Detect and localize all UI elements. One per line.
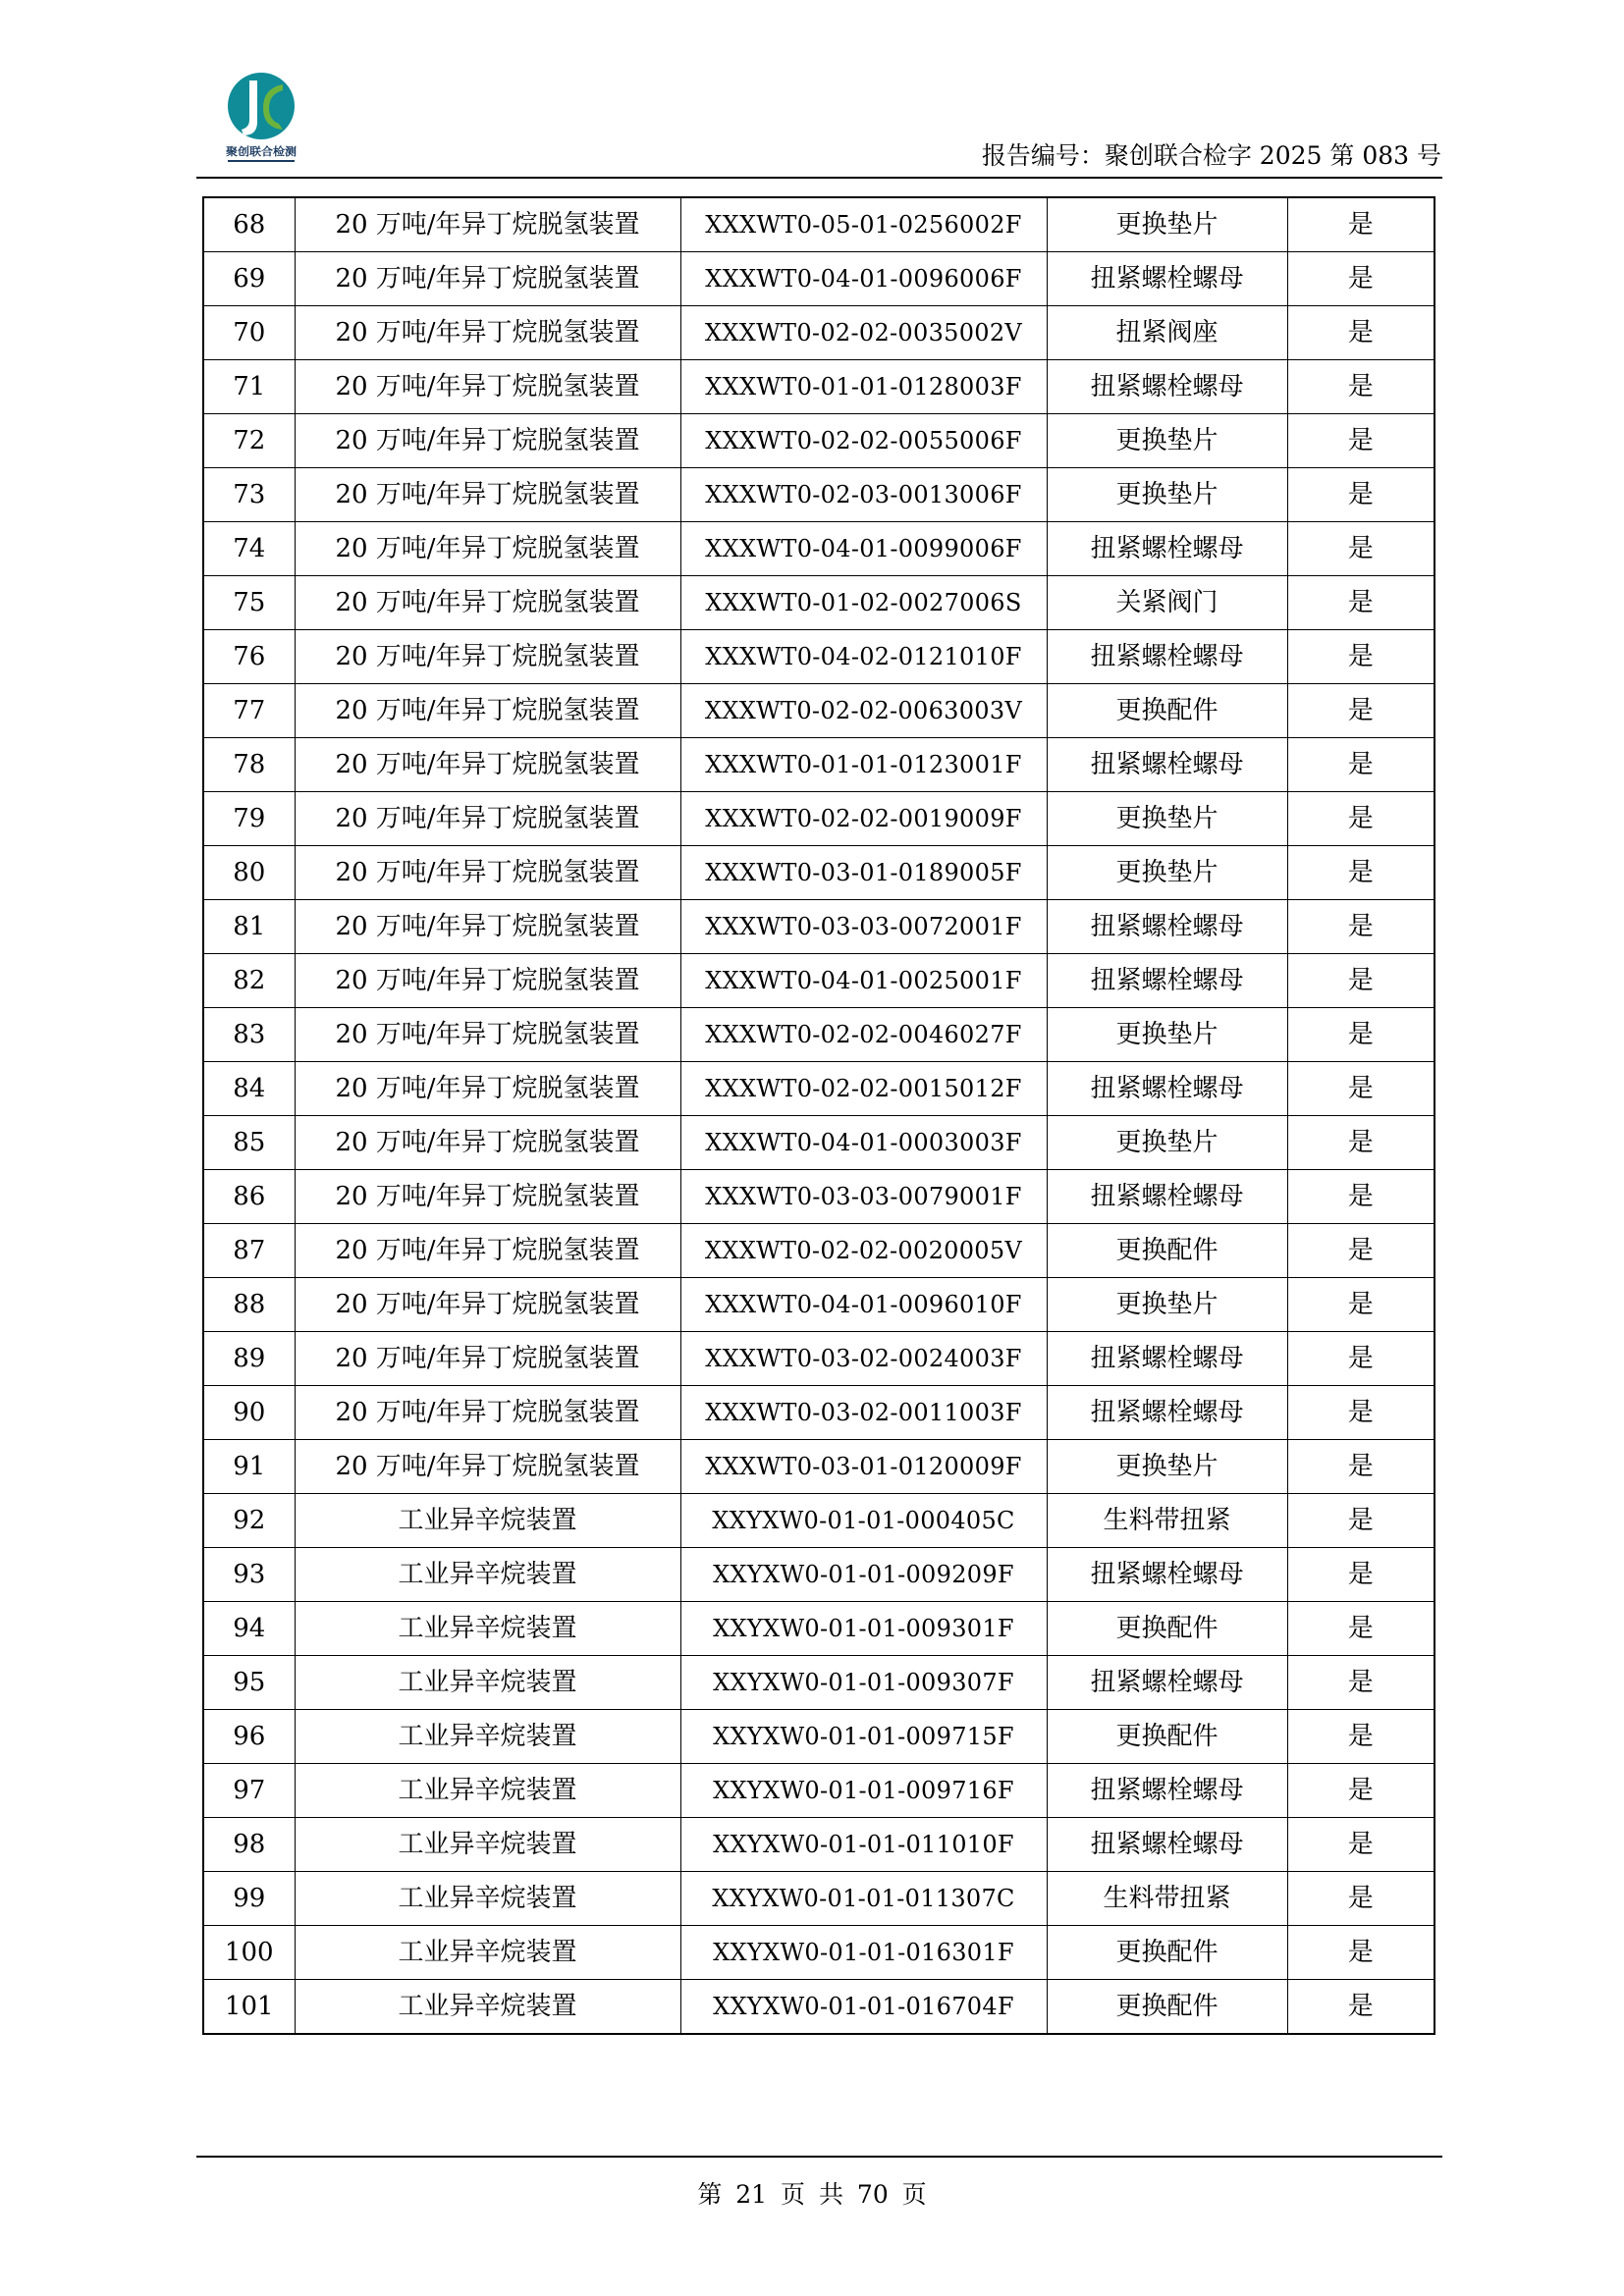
- cell-code: XXXWT0-02-02-0055006F: [680, 414, 1047, 468]
- cell-no: 101: [203, 1980, 295, 2035]
- cell-no: 72: [203, 414, 295, 468]
- cell-unit: 20 万吨/年异丁烷脱氢装置: [295, 1440, 680, 1494]
- cell-no: 83: [203, 1008, 295, 1062]
- cell-action: 更换配件: [1047, 684, 1287, 738]
- cell-done: 是: [1287, 576, 1435, 630]
- cell-done: 是: [1287, 1278, 1435, 1332]
- cell-unit: 20 万吨/年异丁烷脱氢装置: [295, 1386, 680, 1440]
- cell-unit: 20 万吨/年异丁烷脱氢装置: [295, 360, 680, 414]
- cell-done: 是: [1287, 1548, 1435, 1602]
- cell-unit: 工业异辛烷装置: [295, 1602, 680, 1656]
- table-row: [203, 792, 1435, 846]
- cell-code: XXXWT0-02-02-0035002V: [680, 306, 1047, 360]
- cell-done: 是: [1287, 414, 1435, 468]
- table-row: [203, 1440, 1435, 1494]
- cell-no: 100: [203, 1926, 295, 1980]
- cell-no: 70: [203, 306, 295, 360]
- cell-done: 是: [1287, 252, 1435, 306]
- cell-unit: 20 万吨/年异丁烷脱氢装置: [295, 1008, 680, 1062]
- table-row: [203, 1008, 1435, 1062]
- cell-no: 77: [203, 684, 295, 738]
- cell-no: 88: [203, 1278, 295, 1332]
- logo-underline: [228, 160, 295, 162]
- cell-done: 是: [1287, 468, 1435, 522]
- cell-done: 是: [1287, 684, 1435, 738]
- cell-code: XXXWT0-04-01-0003003F: [680, 1116, 1047, 1170]
- table-row: [203, 1116, 1435, 1170]
- table-row: [203, 900, 1435, 954]
- cell-action: 扭紧螺栓螺母: [1047, 1170, 1287, 1224]
- cell-done: 是: [1287, 1602, 1435, 1656]
- table-row: [203, 846, 1435, 900]
- cell-unit: 20 万吨/年异丁烷脱氢装置: [295, 1116, 680, 1170]
- cell-action: 扭紧螺栓螺母: [1047, 252, 1287, 306]
- table-row: [203, 1602, 1435, 1656]
- cell-done: 是: [1287, 1008, 1435, 1062]
- cell-no: 73: [203, 468, 295, 522]
- cell-action: 扭紧螺栓螺母: [1047, 1656, 1287, 1710]
- cell-unit: 20 万吨/年异丁烷脱氢装置: [295, 738, 680, 792]
- cell-no: 85: [203, 1116, 295, 1170]
- cell-unit: 20 万吨/年异丁烷脱氢装置: [295, 630, 680, 684]
- cell-code: XXXWT0-02-02-0015012F: [680, 1062, 1047, 1116]
- cell-done: 是: [1287, 1710, 1435, 1764]
- cell-no: 81: [203, 900, 295, 954]
- cell-unit: 工业异辛烷装置: [295, 1764, 680, 1818]
- cell-done: 是: [1287, 1062, 1435, 1116]
- cell-code: XXYXW0-01-01-000405C: [680, 1494, 1047, 1548]
- cell-action: 更换垫片: [1047, 846, 1287, 900]
- cell-no: 74: [203, 522, 295, 576]
- cell-action: 更换垫片: [1047, 1116, 1287, 1170]
- cell-unit: 20 万吨/年异丁烷脱氢装置: [295, 414, 680, 468]
- cell-code: XXXWT0-02-02-0063003V: [680, 684, 1047, 738]
- cell-action: 更换配件: [1047, 1224, 1287, 1278]
- cell-no: 69: [203, 252, 295, 306]
- cell-unit: 工业异辛烷装置: [295, 1818, 680, 1872]
- cell-no: 98: [203, 1818, 295, 1872]
- company-logo: [222, 67, 300, 169]
- cell-done: 是: [1287, 954, 1435, 1008]
- cell-done: 是: [1287, 1926, 1435, 1980]
- cell-unit: 20 万吨/年异丁烷脱氢装置: [295, 576, 680, 630]
- cell-no: 91: [203, 1440, 295, 1494]
- cell-action: 更换垫片: [1047, 1440, 1287, 1494]
- table-row: [203, 630, 1435, 684]
- table-row: [203, 306, 1435, 360]
- cell-code: XXXWT0-03-03-0072001F: [680, 900, 1047, 954]
- cell-code: XXXWT0-02-02-0046027F: [680, 1008, 1047, 1062]
- cell-code: XXXWT0-01-01-0123001F: [680, 738, 1047, 792]
- cell-no: 76: [203, 630, 295, 684]
- cell-unit: 工业异辛烷装置: [295, 1872, 680, 1926]
- cell-no: 97: [203, 1764, 295, 1818]
- cell-action: 生料带扭紧: [1047, 1872, 1287, 1926]
- cell-unit: 20 万吨/年异丁烷脱氢装置: [295, 1224, 680, 1278]
- cell-action: 扭紧螺栓螺母: [1047, 1062, 1287, 1116]
- cell-unit: 工业异辛烷装置: [295, 1926, 680, 1980]
- cell-action: 更换配件: [1047, 1926, 1287, 1980]
- footer-divider: [196, 2156, 1442, 2158]
- table-row: [203, 1332, 1435, 1386]
- cell-no: 92: [203, 1494, 295, 1548]
- cell-unit: 20 万吨/年异丁烷脱氢装置: [295, 252, 680, 306]
- cell-code: XXYXW0-01-01-009209F: [680, 1548, 1047, 1602]
- cell-code: XXXWT0-04-01-0096010F: [680, 1278, 1047, 1332]
- table-row: [203, 1224, 1435, 1278]
- cell-unit: 20 万吨/年异丁烷脱氢装置: [295, 900, 680, 954]
- cell-done: 是: [1287, 522, 1435, 576]
- cell-done: 是: [1287, 738, 1435, 792]
- cell-action: 更换垫片: [1047, 1008, 1287, 1062]
- cell-done: 是: [1287, 360, 1435, 414]
- cell-done: 是: [1287, 1764, 1435, 1818]
- table-body: [203, 197, 1435, 2034]
- cell-action: 更换垫片: [1047, 468, 1287, 522]
- cell-code: XXXWT0-01-02-0027006S: [680, 576, 1047, 630]
- table-row: [203, 684, 1435, 738]
- cell-no: 87: [203, 1224, 295, 1278]
- cell-action: 扭紧螺栓螺母: [1047, 1818, 1287, 1872]
- table-row: [203, 1170, 1435, 1224]
- cell-no: 78: [203, 738, 295, 792]
- table-row: [203, 1494, 1435, 1548]
- cell-action: 扭紧螺栓螺母: [1047, 900, 1287, 954]
- cell-code: XXXWT0-04-01-0025001F: [680, 954, 1047, 1008]
- cell-unit: 20 万吨/年异丁烷脱氢装置: [295, 1170, 680, 1224]
- cell-code: XXXWT0-04-01-0099006F: [680, 522, 1047, 576]
- table-row: [203, 522, 1435, 576]
- cell-no: 90: [203, 1386, 295, 1440]
- cell-no: 82: [203, 954, 295, 1008]
- cell-no: 84: [203, 1062, 295, 1116]
- cell-unit: 20 万吨/年异丁烷脱氢装置: [295, 306, 680, 360]
- cell-code: XXXWT0-02-03-0013006F: [680, 468, 1047, 522]
- cell-code: XXXWT0-04-01-0096006F: [680, 252, 1047, 306]
- cell-action: 扭紧螺栓螺母: [1047, 1764, 1287, 1818]
- cell-action: 扭紧螺栓螺母: [1047, 1386, 1287, 1440]
- table-row: [203, 1926, 1435, 1980]
- cell-code: XXXWT0-04-02-0121010F: [680, 630, 1047, 684]
- cell-done: 是: [1287, 1224, 1435, 1278]
- cell-action: 扭紧阀座: [1047, 306, 1287, 360]
- header-divider: [196, 177, 1442, 179]
- cell-code: XXXWT0-03-03-0079001F: [680, 1170, 1047, 1224]
- cell-code: XXXWT0-02-02-0019009F: [680, 792, 1047, 846]
- cell-unit: 20 万吨/年异丁烷脱氢装置: [295, 684, 680, 738]
- cell-done: 是: [1287, 306, 1435, 360]
- cell-no: 89: [203, 1332, 295, 1386]
- cell-action: 扭紧螺栓螺母: [1047, 1332, 1287, 1386]
- cell-no: 80: [203, 846, 295, 900]
- cell-no: 71: [203, 360, 295, 414]
- cell-unit: 工业异辛烷装置: [295, 1656, 680, 1710]
- cell-unit: 20 万吨/年异丁烷脱氢装置: [295, 1278, 680, 1332]
- logo-circle: [228, 73, 295, 139]
- cell-action: 更换配件: [1047, 1710, 1287, 1764]
- cell-code: XXXWT0-01-01-0128003F: [680, 360, 1047, 414]
- table-row: [203, 576, 1435, 630]
- cell-unit: 20 万吨/年异丁烷脱氢装置: [295, 197, 680, 252]
- cell-done: 是: [1287, 1386, 1435, 1440]
- cell-done: 是: [1287, 197, 1435, 252]
- cell-no: 68: [203, 197, 295, 252]
- cell-action: 更换垫片: [1047, 1278, 1287, 1332]
- table-row: [203, 1710, 1435, 1764]
- cell-done: 是: [1287, 900, 1435, 954]
- cell-done: 是: [1287, 1494, 1435, 1548]
- cell-no: 95: [203, 1656, 295, 1710]
- cell-code: XXXWT0-03-02-0024003F: [680, 1332, 1047, 1386]
- logo-icon: [222, 67, 300, 169]
- cell-unit: 工业异辛烷装置: [295, 1710, 680, 1764]
- cell-done: 是: [1287, 630, 1435, 684]
- cell-unit: 20 万吨/年异丁烷脱氢装置: [295, 1332, 680, 1386]
- cell-action: 扭紧螺栓螺母: [1047, 630, 1287, 684]
- cell-unit: 工业异辛烷装置: [295, 1494, 680, 1548]
- cell-action: 扭紧螺栓螺母: [1047, 360, 1287, 414]
- cell-action: 生料带扭紧: [1047, 1494, 1287, 1548]
- cell-unit: 20 万吨/年异丁烷脱氢装置: [295, 792, 680, 846]
- table-row: [203, 1548, 1435, 1602]
- table-row: [203, 1656, 1435, 1710]
- cell-code: XXYXW0-01-01-009301F: [680, 1602, 1047, 1656]
- cell-code: XXYXW0-01-01-011307C: [680, 1872, 1047, 1926]
- cell-unit: 工业异辛烷装置: [295, 1548, 680, 1602]
- cell-done: 是: [1287, 1656, 1435, 1710]
- cell-no: 96: [203, 1710, 295, 1764]
- table-row: [203, 197, 1435, 252]
- cell-done: 是: [1287, 1440, 1435, 1494]
- table-row: [203, 1818, 1435, 1872]
- cell-code: XXYXW0-01-01-009715F: [680, 1710, 1047, 1764]
- cell-action: 更换垫片: [1047, 792, 1287, 846]
- cell-unit: 20 万吨/年异丁烷脱氢装置: [295, 522, 680, 576]
- cell-no: 86: [203, 1170, 295, 1224]
- cell-action: 扭紧螺栓螺母: [1047, 1548, 1287, 1602]
- cell-action: 更换垫片: [1047, 414, 1287, 468]
- cell-action: 更换配件: [1047, 1980, 1287, 2035]
- cell-unit: 20 万吨/年异丁烷脱氢装置: [295, 954, 680, 1008]
- cell-done: 是: [1287, 1872, 1435, 1926]
- cell-unit: 20 万吨/年异丁烷脱氢装置: [295, 846, 680, 900]
- cell-action: 更换垫片: [1047, 197, 1287, 252]
- cell-code: XXXWT0-03-01-0189005F: [680, 846, 1047, 900]
- table-row: [203, 1980, 1435, 2035]
- cell-code: XXXWT0-02-02-0020005V: [680, 1224, 1047, 1278]
- leak-repair-table: [202, 196, 1434, 2035]
- cell-action: 更换配件: [1047, 1602, 1287, 1656]
- cell-action: 扭紧螺栓螺母: [1047, 522, 1287, 576]
- table-row: [203, 1278, 1435, 1332]
- cell-unit: 工业异辛烷装置: [295, 1980, 680, 2035]
- table-row: [203, 468, 1435, 522]
- table-row: [203, 954, 1435, 1008]
- table-row: [203, 1764, 1435, 1818]
- table-row: [203, 1386, 1435, 1440]
- cell-done: 是: [1287, 846, 1435, 900]
- cell-code: XXYXW0-01-01-011010F: [680, 1818, 1047, 1872]
- table-row: [203, 414, 1435, 468]
- cell-no: 94: [203, 1602, 295, 1656]
- cell-no: 99: [203, 1872, 295, 1926]
- cell-code: XXYXW0-01-01-016301F: [680, 1926, 1047, 1980]
- logo-text: 聚创联合检测: [226, 145, 291, 158]
- cell-code: XXXWT0-05-01-0256002F: [680, 197, 1047, 252]
- table-row: [203, 252, 1435, 306]
- cell-action: 扭紧螺栓螺母: [1047, 738, 1287, 792]
- page-number: 第 21 页 共 70 页: [697, 2180, 927, 2209]
- cell-code: XXXWT0-03-02-0011003F: [680, 1386, 1047, 1440]
- cell-action: 关紧阀门: [1047, 576, 1287, 630]
- cell-action: 扭紧螺栓螺母: [1047, 954, 1287, 1008]
- cell-unit: 20 万吨/年异丁烷脱氢装置: [295, 468, 680, 522]
- cell-no: 93: [203, 1548, 295, 1602]
- cell-done: 是: [1287, 1980, 1435, 2035]
- table-row: [203, 1872, 1435, 1926]
- cell-done: 是: [1287, 1818, 1435, 1872]
- cell-done: 是: [1287, 1332, 1435, 1386]
- cell-code: XXYXW0-01-01-016704F: [680, 1980, 1047, 2035]
- table-row: [203, 738, 1435, 792]
- cell-no: 75: [203, 576, 295, 630]
- cell-code: XXYXW0-01-01-009716F: [680, 1764, 1047, 1818]
- cell-no: 79: [203, 792, 295, 846]
- cell-code: XXYXW0-01-01-009307F: [680, 1656, 1047, 1710]
- cell-done: 是: [1287, 1116, 1435, 1170]
- cell-code: XXXWT0-03-01-0120009F: [680, 1440, 1047, 1494]
- table-row: [203, 1062, 1435, 1116]
- report-number: 报告编号：聚创联合检字 2025 第 083 号: [981, 141, 1441, 170]
- cell-unit: 20 万吨/年异丁烷脱氢装置: [295, 1062, 680, 1116]
- cell-done: 是: [1287, 1170, 1435, 1224]
- table-row: [203, 360, 1435, 414]
- cell-done: 是: [1287, 792, 1435, 846]
